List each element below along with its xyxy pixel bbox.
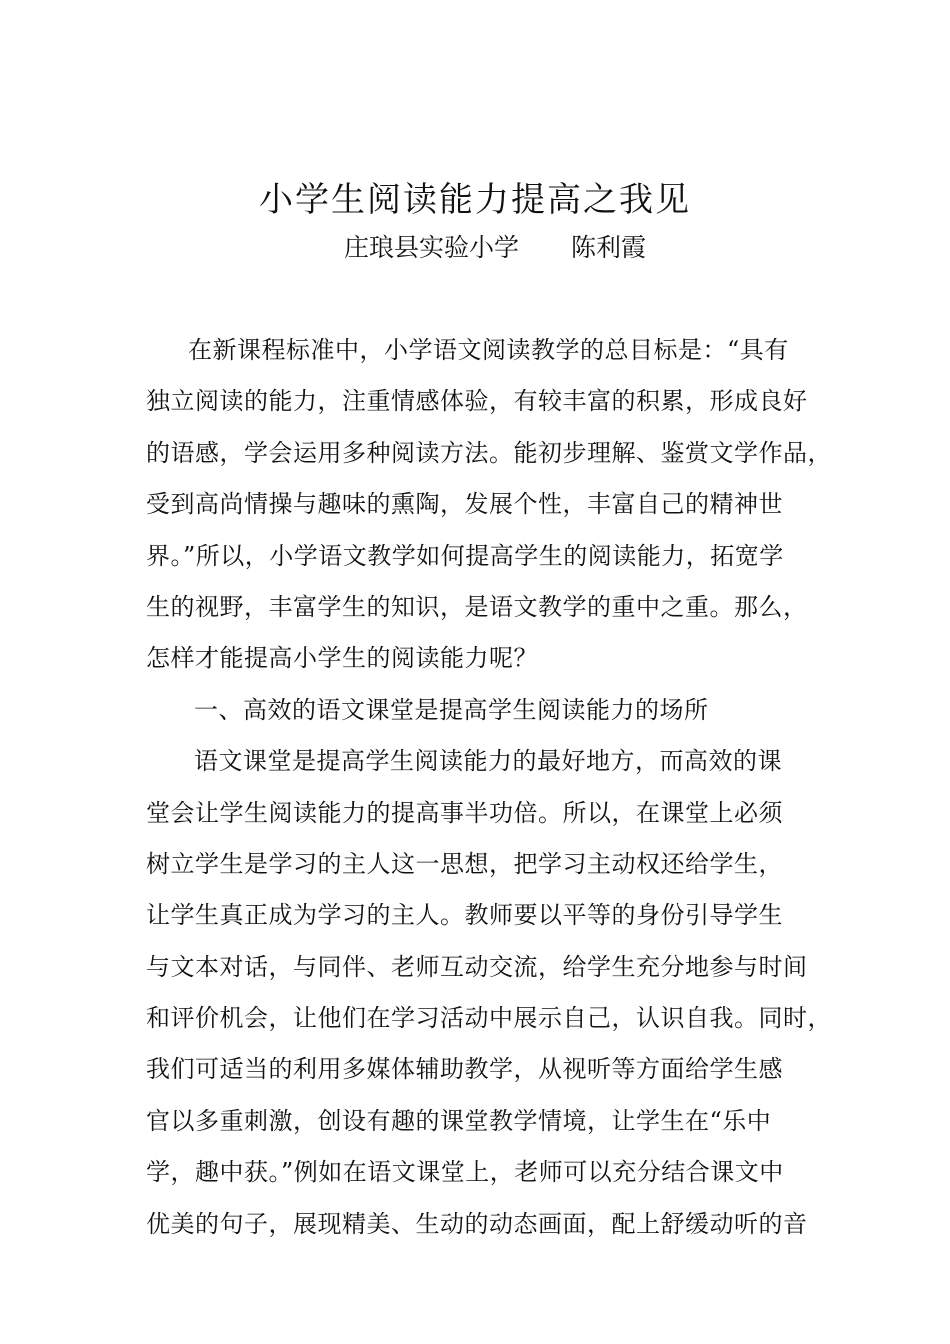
text-line: 与文本对话，与同伴、老师互动交流，给学生充分地参与时间 <box>146 952 808 981</box>
document-title: 小学生阅读能力提高之我见 <box>259 180 691 220</box>
text-line: 的语感，学会运用多种阅读方法。能初步理解、鉴赏文学作品， <box>146 438 832 467</box>
text-line: 堂会让学生阅读能力的提高事半功倍。所以，在课堂上必须 <box>146 798 783 827</box>
text-line: 语文课堂是提高学生阅读能力的最好地方，而高效的课 <box>194 747 782 776</box>
text-line: 界。”所以，小学语文教学如何提高学生的阅读能力，拓宽学 <box>146 541 784 570</box>
text-line: 优美的句子，展现精美、生动的动态画面，配上舒缓动听的音 <box>146 1209 808 1238</box>
document-body <box>146 330 832 1255</box>
text-line: 我们可适当的利用多媒体辅助教学，从视听等方面给学生感 <box>146 1055 783 1084</box>
byline-author: 陈利霞 <box>571 233 647 262</box>
text-line: 独立阅读的能力，注重情感体验，有较丰富的积累，形成良好 <box>146 387 808 416</box>
byline <box>0 230 950 266</box>
text-line: 生的视野，丰富学生的知识，是语文教学的重中之重。那么， <box>146 592 808 621</box>
text-line: 受到高尚情操与趣味的熏陶，发展个性，丰富自己的精神世 <box>146 490 783 519</box>
section-heading: 一、高效的语文课堂是提高学生阅读能力的场所 <box>194 695 709 724</box>
text-line: 让学生真正成为学习的主人。教师要以平等的身份引导学生 <box>146 901 783 930</box>
text-line: 和评价机会，让他们在学习活动中展示自己，认识自我。同时， <box>146 1004 832 1033</box>
text-line: 树立学生是学习的主人这一思想，把学习主动权还给学生， <box>146 849 783 878</box>
text-line: 在新课程标准中，小学语文阅读教学的总目标是：“具有 <box>188 336 789 364</box>
byline-school: 庄琅县实验小学 <box>343 233 519 262</box>
text-line: 学，趣中获。”例如在语文课堂上，老师可以充分结合课文中 <box>146 1158 784 1187</box>
text-line: 怎样才能提高小学生的阅读能力呢？ <box>146 644 538 673</box>
text-line: 官以多重刺激，创设有趣的课堂教学情境，让学生在“乐中 <box>146 1106 772 1135</box>
